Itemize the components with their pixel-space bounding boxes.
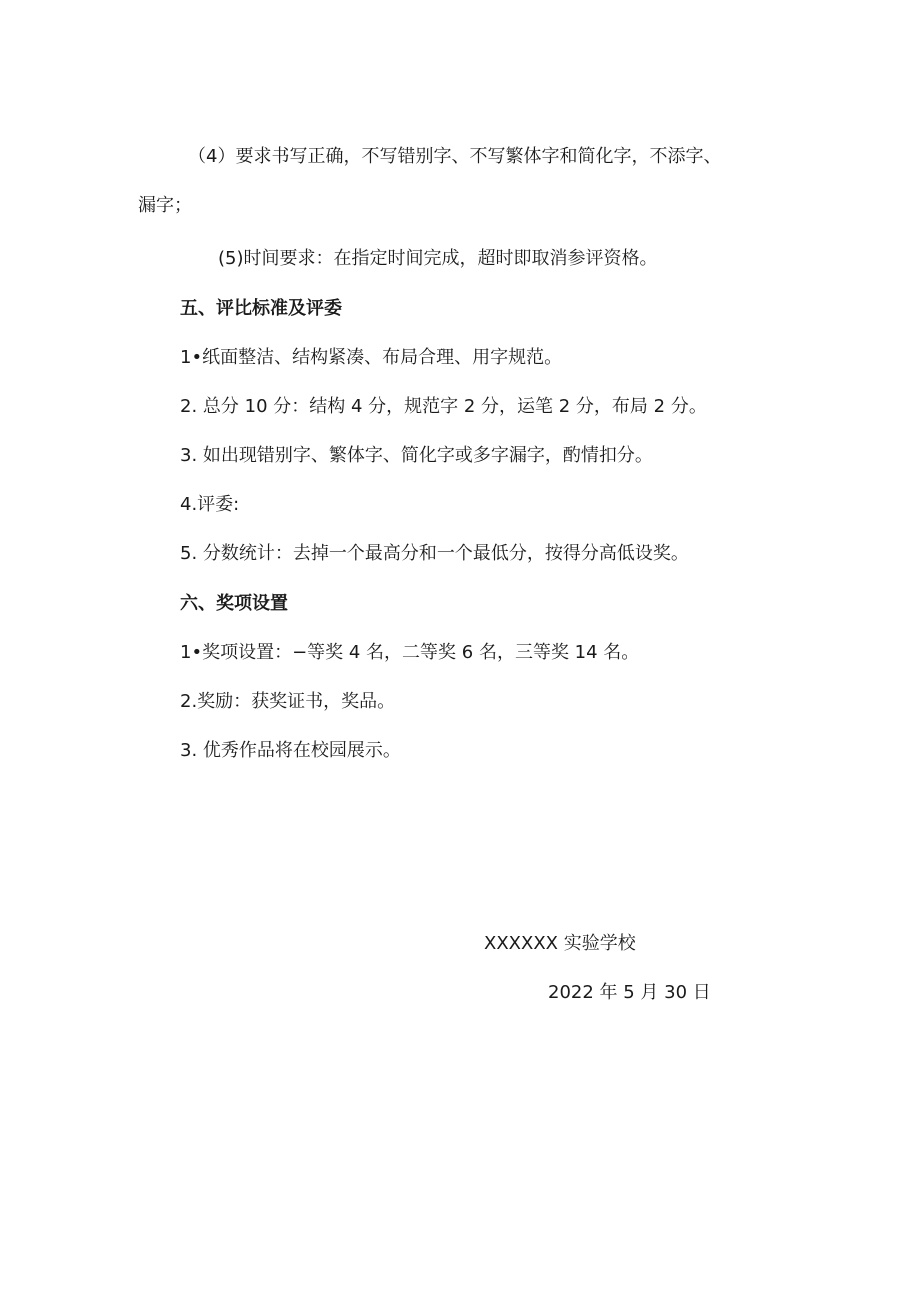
requirement-item-4-line-1: （4）要求书写正确，不写错别字、不写繁体字和简化字，不添字、 xyxy=(188,146,722,167)
signature-date: 2022 年 5 月 30 日 xyxy=(548,982,711,1003)
section-5-item-3: 3. 如出现错别字、繁体字、简化字或多字漏字，酌情扣分。 xyxy=(180,445,653,466)
section-6-item-3: 3. 优秀作品将在校园展示。 xyxy=(180,740,401,761)
section-6-heading: 六、奖项设置 xyxy=(180,593,288,614)
section-5-heading: 五、评比标准及评委 xyxy=(180,298,342,319)
section-6-item-1: 1•奖项设置：−等奖 4 名，二等奖 6 名，三等奖 14 名。 xyxy=(180,642,640,663)
section-5-item-5: 5. 分数统计：去掉一个最高分和一个最低分，按得分高低设奖。 xyxy=(180,543,689,564)
requirement-item-4-line-2: 漏字； xyxy=(138,195,192,216)
section-6-item-2: 2.奖励：获奖证书，奖品。 xyxy=(180,691,396,712)
section-5-item-2: 2. 总分 10 分：结构 4 分，规范字 2 分，运笔 2 分，布局 2 分。 xyxy=(180,396,707,417)
section-5-item-4: 4.评委: xyxy=(180,494,240,515)
section-5-item-1: 1•纸面整洁、结构紧凑、布局合理、用字规范。 xyxy=(180,347,563,368)
signature-school: XXXXXX 实验学校 xyxy=(484,933,636,954)
requirement-item-5: (5)时间要求：在指定时间完成，超时即取消参评资格。 xyxy=(218,248,658,269)
